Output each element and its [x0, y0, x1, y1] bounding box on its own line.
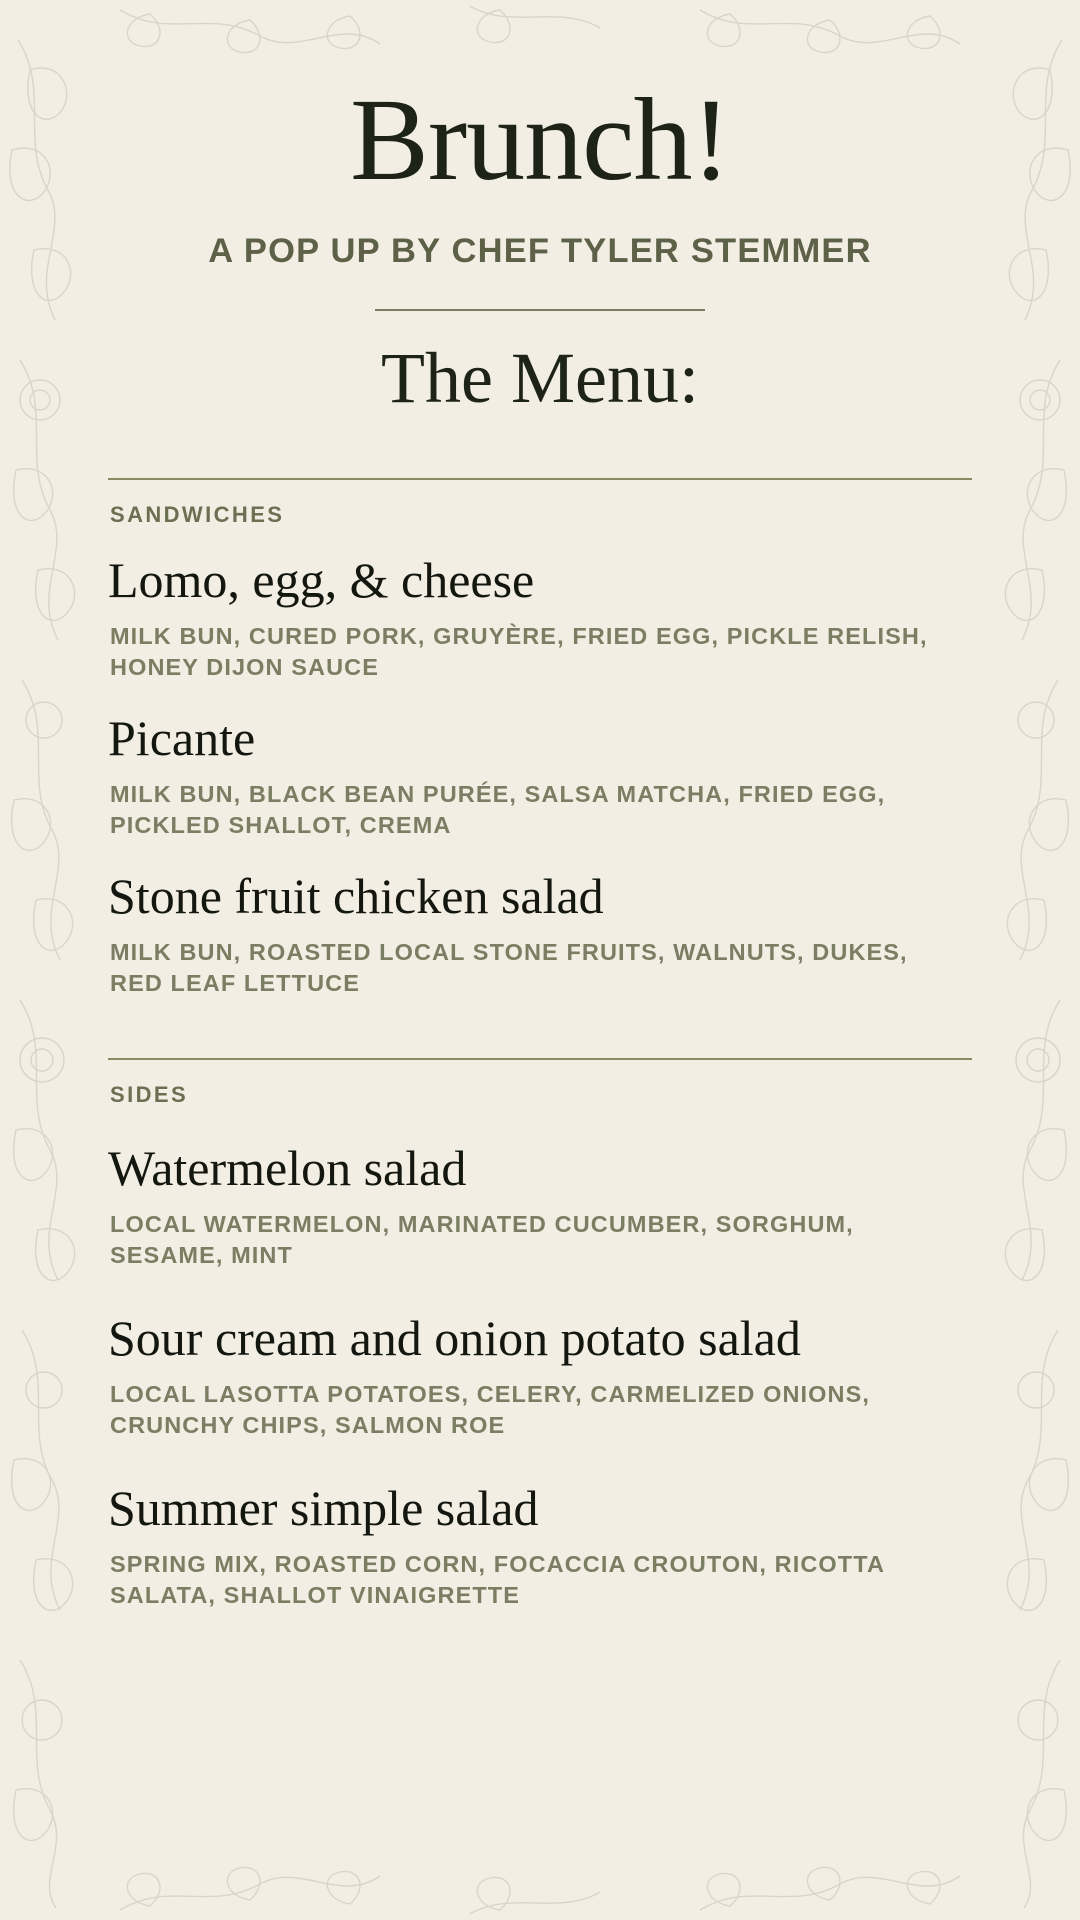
- menu-item: [108, 1310, 972, 1442]
- menu-item: [108, 1140, 972, 1272]
- section-sandwiches: [108, 552, 972, 1000]
- menu-item: [108, 552, 972, 684]
- section-label-sandwiches: SANDWICHES: [110, 501, 285, 527]
- menu-item-name: Watermelon salad: [108, 1139, 467, 1196]
- menu-heading: The Menu:: [381, 337, 699, 418]
- menu-item-description: MILK BUN, CURED PORK, GRUYÈRE, FRIED EGG, PICKLE RELISH, HONEY DIJON SAUCE: [110, 622, 928, 681]
- menu-item-description: LOCAL LASOTTA POTATOES, CELERY, CARMELIZED ONIONS, CRUNCHY CHIPS, SALMON ROE: [110, 1380, 871, 1439]
- menu-item: [108, 868, 972, 1000]
- section-rule-sandwiches: [108, 478, 972, 480]
- menu-item-name: Lomo, egg, & cheese: [108, 551, 535, 608]
- page-subtitle: A POP UP BY CHEF TYLER STEMMER: [208, 231, 872, 270]
- menu-item-name: Summer simple salad: [108, 1479, 539, 1536]
- menu-item-name: Stone fruit chicken salad: [108, 867, 604, 924]
- menu-item-name: Sour cream and onion potato salad: [108, 1309, 801, 1366]
- menu-item-description: MILK BUN, BLACK BEAN PURÉE, SALSA MATCHA, FRIED EGG, PICKLED SHALLOT, CREMA: [110, 780, 886, 839]
- page-title: Brunch!: [350, 74, 730, 205]
- section-sides: [108, 1140, 972, 1612]
- menu-item-name: Picante: [108, 709, 256, 766]
- section-rule-sides: [108, 1058, 972, 1060]
- section-label-sides: SIDES: [110, 1081, 189, 1107]
- menu-item-description: MILK BUN, ROASTED LOCAL STONE FRUITS, WALNUTS, DUKES, RED LEAF LETTUCE: [110, 938, 908, 997]
- title-divider: [375, 309, 705, 311]
- menu-item: [108, 1480, 972, 1612]
- menu-item-description: SPRING MIX, ROASTED CORN, FOCACCIA CROUTON, RICOTTA SALATA, SHALLOT VINAIGRETTE: [110, 1550, 885, 1609]
- menu-item: [108, 710, 972, 842]
- menu-item-description: LOCAL WATERMELON, MARINATED CUCUMBER, SORGHUM, SESAME, MINT: [110, 1210, 854, 1269]
